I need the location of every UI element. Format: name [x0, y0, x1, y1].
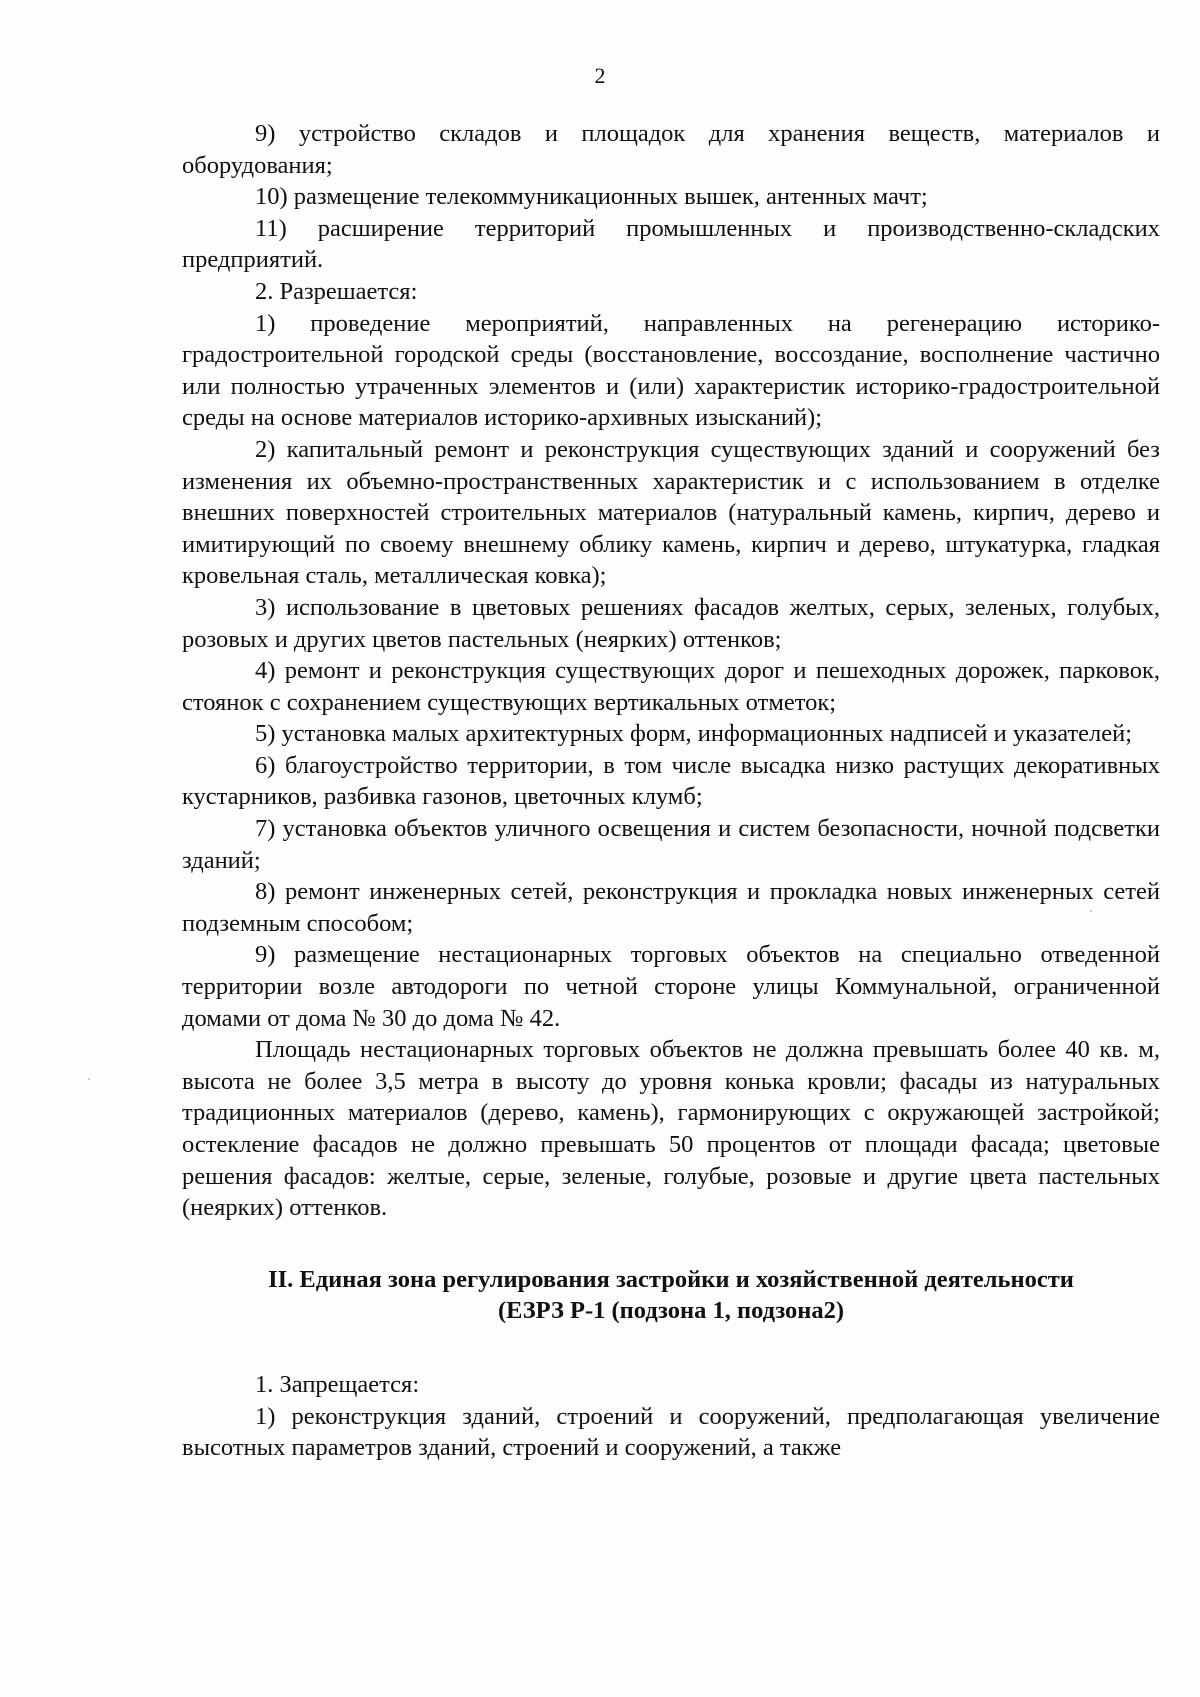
list-item: 1) реконструкция зданий, строений и сооружений, предполагающая увеличение высотных параметров зданий, строений и сооружений, а также: [182, 1402, 1160, 1462]
list-item: 6) благоустройство территории, в том числе высадка низко растущих декоративных кустарников, разбивка газонов, цветочных клумб;: [182, 751, 1160, 811]
section-heading: [182, 1264, 1160, 1327]
list-item: 2) капитальный ремонт и реконструкция существующих зданий и сооружений без изменения их объемно-пространственных характеристик и с использованием в отделке внешних поверхностей строительных материалов (натуральный камень, кирпич, дерево и имитирующий по своему внешнему облику камень, кирпич и дерево, штукатурка, гладкая кровельная сталь, металлическая ковка);: [182, 435, 1160, 590]
scan-speck: [1090, 910, 1092, 912]
list-item: 7) установка объектов уличного освещения и систем безопасности, ночной подсветки зданий;: [182, 815, 1160, 874]
list-item: 3) использование в цветовых решениях фасадов желтых, серых, зеленых, голубых, розовых и других цветов пастельных (неярких) оттенков;: [182, 593, 1160, 653]
list-item: 9) устройство складов и площадок для хранения веществ, материалов и оборудования;: [182, 120, 1160, 179]
subsection-label: 2. Разрешается:: [255, 277, 418, 305]
scan-speck: [88, 1078, 90, 1080]
subsection-label: 1. Запрещается:: [255, 1370, 420, 1398]
list-item: 11) расширение территорий промышленных и производственно-складских предприятий.: [182, 214, 1160, 274]
section-heading-line: (ЕЗРЗ Р-1 (подзона 1, подзона2): [497, 1297, 845, 1325]
list-item: 10) размещение телекоммуникационных вышек, антенных мачт;: [255, 183, 928, 211]
list-item: 1) проведение мероприятий, направленных на регенерацию историко-градостроительной городской среды (восстановление, воссоздание, восполнение частично или полностью утраченных элементов и (или) характеристик историко-градостроительной среды на основе материалов историко-архивных изысканий);: [182, 309, 1160, 432]
section-heading-line: II. Единая зона регулирования застройки и хозяйственной деятельности: [268, 1265, 1074, 1293]
list-item: 9) размещение нестационарных торговых объектов на специально отведенной территории возле автодороги по четной стороне улицы Коммунальной, ограниченной домами от дома № 30 до дома № 42.: [182, 941, 1160, 1032]
page-number: 2: [594, 63, 606, 88]
document-body: [182, 118, 1160, 1464]
list-item: 5) установка малых архитектурных форм, информационных надписей и указателей;: [255, 720, 1133, 748]
list-item: 4) ремонт и реконструкция существующих дорог и пешеходных дорожек, парковок, стоянок с сохранением существующих вертикальных отметок;: [182, 657, 1160, 716]
list-item: 8) ремонт инженерных сетей, реконструкция и прокладка новых инженерных сетей подземным способом;: [182, 878, 1160, 937]
body-paragraph: Площадь нестационарных торговых объектов не должна превышать более 40 кв. м, высота не более 3,5 метра в высоту до уровня конька кровли; фасады из натуральных традиционных материалов (дерево, камень), гармонирующих с окружающей застройкой; остекление фасадов не должно превышать 50 процентов от площади фасада; цветовые решения фасадов: желтые, серые, зеленые, голубые, розовые и другие цвета пастельных (неярких) оттенков.: [182, 1036, 1160, 1222]
